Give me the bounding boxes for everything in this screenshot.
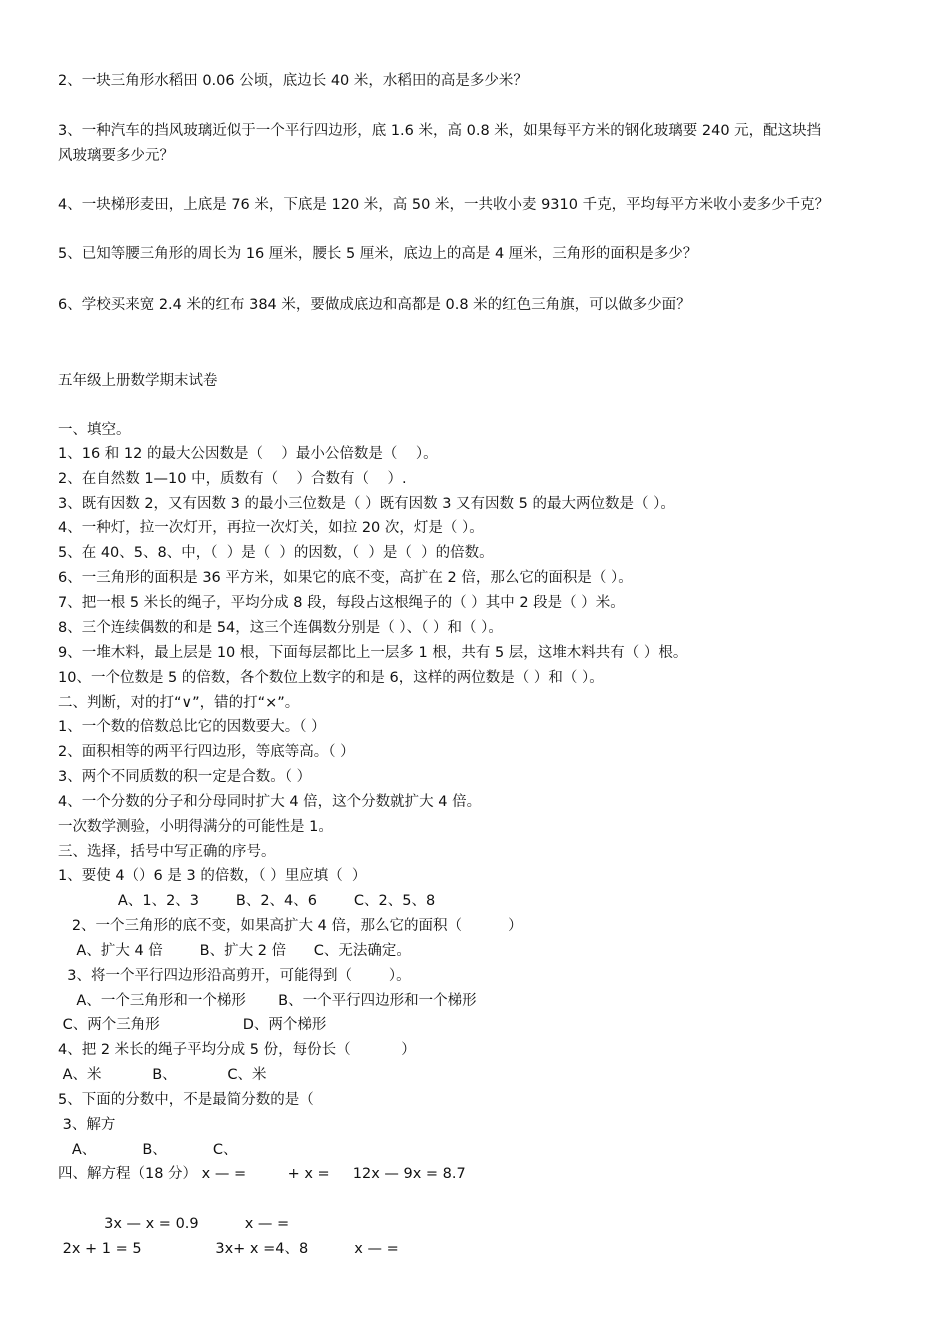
choice-item-3-options-ab: A、一个三角形和一个梯形 B、一个平行四边形和一个梯形	[58, 993, 477, 1009]
choice-item-3: 3、将一个平行四边形沿高剪开，可能得到（ ）。	[58, 968, 411, 984]
choice-item-1: 1、要使 4（）6 是 3 的倍数，（ ）里应填（ ）	[58, 868, 367, 884]
choice-item-5-options: A、 B、 C、	[58, 1142, 238, 1158]
fill-item-3: 3、既有因数 2，又有因数 3 的最小三位数是（ ）既有因数 3 又有因数 5 的最大两位数是（ ）。	[58, 496, 675, 512]
choice-item-3-options-cd: C、两个三角形 D、两个梯形	[58, 1017, 327, 1033]
exam-title: 五年级上册数学期末试卷	[58, 373, 218, 389]
problem-2: 2、一块三角形水稻田 0.06 公顷，底边长 40 米，水稻田的高是多少米？	[58, 73, 528, 89]
choice-item-5: 5、下面的分数中，不是最简分数的是（	[58, 1092, 314, 1108]
choice-item-5-sub: 3、解方	[58, 1117, 116, 1133]
choice-item-2: 2、一个三角形的底不变，如果高扩大 4 倍，那么它的面积（ ）	[58, 918, 523, 934]
fill-item-2: 2、在自然数 1—10 中，质数有（ ）合数有（ ）.	[58, 471, 407, 487]
judge-item-5: 一次数学测验，小明得满分的可能性是 1。	[58, 819, 333, 835]
equation-row-2: 2x + 1 = 5 3x+ x =4、8 x — =	[58, 1241, 399, 1257]
choice-item-2-options: A、扩大 4 倍 B、扩大 2 倍 C、无法确定。	[58, 943, 411, 959]
judge-item-2: 2、面积相等的两平行四边形，等底等高。（ ）	[58, 744, 355, 760]
section-choice-heading: 三、选择，括号中写正确的序号。	[58, 844, 276, 860]
fill-item-5: 5、在 40、5、8、中，（ ）是（ ）的因数，（ ）是（ ）的倍数。	[58, 545, 494, 561]
fill-item-10: 10、一个位数是 5 的倍数，各个数位上数字的和是 6，这样的两位数是（ ）和（ ）。	[58, 670, 604, 686]
choice-item-1-options: A、1、2、3 B、2、4、6 C、2、5、8	[58, 893, 436, 909]
section-judge-heading: 二、判断，对的打“∨”，错的打“×”。	[58, 695, 300, 711]
equation-row-1: 3x — x = 0.9 x — =	[58, 1216, 290, 1232]
fill-item-6: 6、一三角形的面积是 36 平方米，如果它的底不变，高扩在 2 倍，那么它的面积是（ ）。	[58, 570, 633, 586]
problem-5: 5、已知等腰三角形的周长为 16 厘米，腰长 5 厘米，底边上的高是 4 厘米，三角形的面积是多少？	[58, 246, 698, 262]
fill-item-1: 1、16 和 12 的最大公因数是（ ）最小公倍数是（ ）。	[58, 446, 438, 462]
fill-item-4: 4、一种灯，拉一次灯开，再拉一次灯关，如拉 20 次，灯是（ ）。	[58, 520, 484, 536]
judge-item-3: 3、两个不同质数的积一定是合数。（ ）	[58, 769, 312, 785]
judge-item-4: 4、一个分数的分子和分母同时扩大 4 倍，这个分数就扩大 4 倍。	[58, 794, 482, 810]
fill-item-9: 9、一堆木料，最上层是 10 根，下面每层都比上一层多 1 根，共有 5 层，这堆木料共有（ ）根。	[58, 645, 688, 661]
section-fill-blank-heading: 一、填空。	[58, 422, 131, 438]
problem-3-line-1: 3、一种汽车的挡风玻璃近似于一个平行四边形，底 1.6 米，高 0.8 米，如果每平方米的钢化玻璃要 240 元，配这块挡	[58, 123, 822, 139]
problem-4: 4、一块梯形麦田，上底是 76 米，下底是 120 米，高 50 米，一共收小麦 9310 千克，平均每平方米收小麦多少千克？	[58, 197, 830, 213]
choice-item-4-options: A、米 B、 C、米	[58, 1067, 267, 1083]
choice-item-4: 4、把 2 米长的绳子平均分成 5 份，每份长（ ）	[58, 1042, 416, 1058]
problem-3-line-2: 风玻璃要多少元？	[58, 148, 174, 164]
problem-6: 6、学校买来宽 2.4 米的红布 384 米，要做成底边和高都是 0.8 米的红色三角旗，可以做多少面？	[58, 297, 691, 313]
fill-item-7: 7、把一根 5 米长的绳子，平均分成 8 段，每段占这根绳子的（ ）其中 2 段是（ ）米。	[58, 595, 625, 611]
judge-item-1: 1、一个数的倍数总比它的因数要大。（ ）	[58, 719, 326, 735]
section-equations-heading: 四、解方程（18 分） x — = + x = 12x — 9x = 8.7	[58, 1166, 466, 1182]
fill-item-8: 8、三个连续偶数的和是 54，这三个连偶数分别是（ ）、（ ）和（ ）。	[58, 620, 503, 636]
